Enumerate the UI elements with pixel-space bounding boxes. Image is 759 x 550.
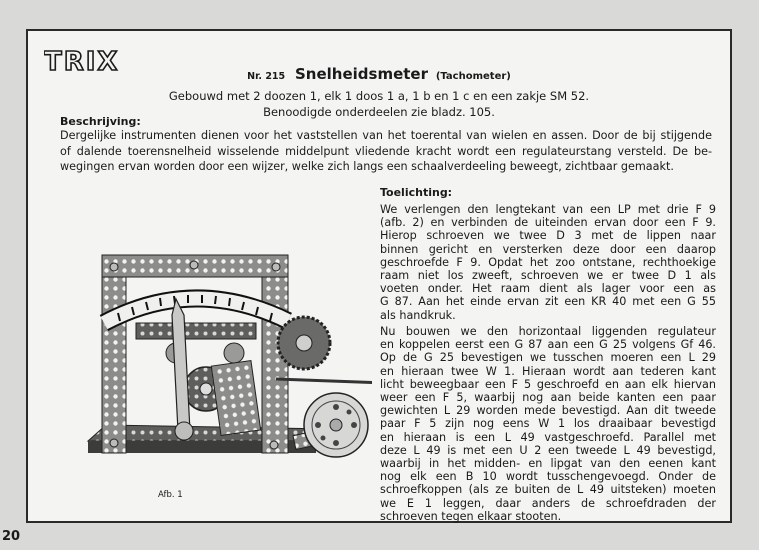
description-heading: Beschrijving: <box>60 115 141 128</box>
explanation-heading: Toelichting: <box>380 186 453 199</box>
model-subtitle: (Tachometer) <box>435 71 511 82</box>
text-line: paar F 5 zijn nog eens W 1 los draaibaar bevestigd <box>380 417 716 431</box>
explanation-paragraph-2 <box>380 325 716 523</box>
text-line: deze L 49 is met een U 2 een tweede L 49 bevestigd, <box>380 443 716 457</box>
model-title <box>28 65 730 83</box>
text-line: en hieraan twee W 1. Hieraan wordt aan tederen kant <box>380 364 716 378</box>
text-line: schroeven tegen elkaar stooten. <box>380 509 562 523</box>
text-line: raam niet los zweeft, schroeven we er twee D 1 als <box>380 269 716 283</box>
text-line: We verlengen den lengtekant van een LP met drie F 9 <box>380 203 716 216</box>
text-line: nog elk een B 10 wordt tusschengevoegd. Onder de <box>380 470 716 484</box>
description-line: of dalende toerensnelheid wisselende middelpunt vliedende kracht wordt een regulateurstang versteld. De be- <box>60 144 712 158</box>
page-number: 20 <box>2 529 21 544</box>
text-line: Nu bouwen we den horizontaal liggenden regulateur <box>380 325 716 338</box>
text-line: geschroefde F 9. Opdat het zoo ontstane, rechthoekige <box>380 255 716 269</box>
description-line: wegingen ervan worden door een wijzer, welke zich langs een schaalverdeeling beweegt, zichtbaar gemaakt. <box>60 160 674 173</box>
description-line: Dergelijke instrumenten dienen voor het vaststellen van het toerental van wielen en assen. Door de bij stijgende <box>60 129 712 142</box>
svg-text:TRIX: TRIX <box>44 47 120 75</box>
built-with: Gebouwd met 2 doozen 1, elk 1 doos 1 a, 1 b en 1 c en een zakje SM 52. <box>168 89 590 103</box>
text-line: licht beweegbaar een F 5 geschroefd en aan elk hiervan <box>380 377 716 391</box>
model-number: Nr. 215 <box>247 71 286 82</box>
text-line: binnen gericht en versterken deze door een daarop <box>380 242 716 256</box>
text-line: waarbij in het midden- en lipgat van den eenen kant <box>380 457 716 471</box>
text-line: Op de G 25 bevestigen we tusschen moeren een L 29 <box>380 351 716 365</box>
text-line: we E 1 leggen, daar anders de schroefdraden der <box>380 496 716 510</box>
text-line: als handkruk. <box>380 308 456 322</box>
description-text <box>60 128 712 175</box>
text-line: gewichten L 29 worden mede bevestigd. Aan dit tweede <box>380 404 716 418</box>
text-line: en hieraan is een L 49 vastgeschroefd. Parallel met <box>380 430 716 444</box>
model-name: Snelheidsmeter <box>294 65 428 83</box>
text-line: Hierop schroeven we twee D 3 met de lippen naar <box>380 229 716 243</box>
catalog-page <box>26 29 732 523</box>
tachometer-model-illustration <box>66 203 372 481</box>
text-line: schroefkoppen (als ze buiten de L 49 uitsteken) moeten <box>380 483 716 497</box>
figure-caption: Afb. 1 <box>158 490 183 500</box>
parts-note: Benoodigde onderdeelen zie bladz. 105. <box>263 105 495 119</box>
text-line: weer een F 5, waarbij nog aan beide kanten een paar <box>380 391 716 405</box>
text-line: G 87. Aan het einde ervan zit een KR 40 met een G 55 <box>380 295 716 309</box>
text-line: (afb. 2) en verbinden de uiteinden ervan door een F 9. <box>380 216 716 230</box>
text-line: voeten onder. Het raam dient als lager voor een as <box>380 282 716 296</box>
explanation-paragraph-1 <box>380 203 716 322</box>
text-line: en koppelen eerst een G 87 aan een G 25 volgens Gf 46. <box>380 338 716 352</box>
